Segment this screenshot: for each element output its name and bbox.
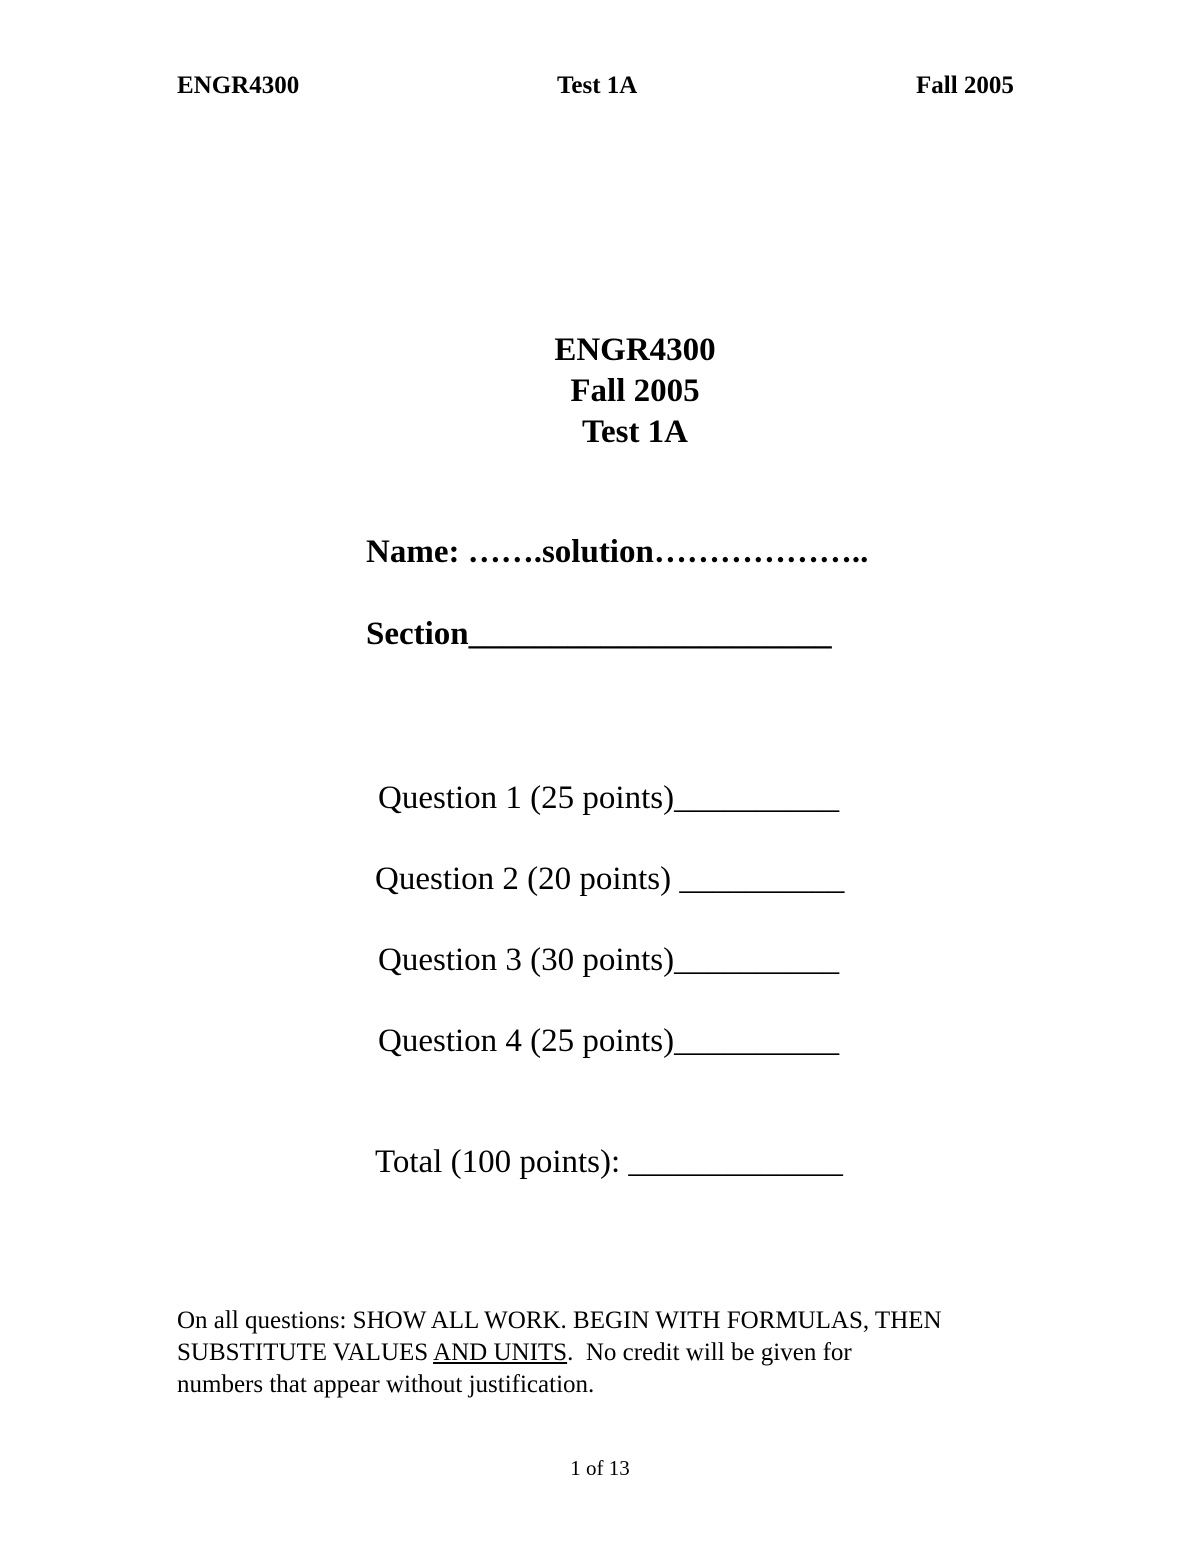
instructions-underlined-units: AND UNITS [433,1339,568,1366]
header-term: Fall 2005 [916,72,1014,99]
header-course: ENGR4300 [177,72,300,99]
total-score: Total (100 points): _____________ [375,1144,843,1180]
header-test: Test 1A [557,72,638,99]
question-2-score: Question 2 (20 points) __________ [375,861,845,897]
title-course: ENGR4300 [554,332,716,368]
title-test: Test 1A [581,414,689,450]
name-field: Name: …….solution……………….. [366,534,869,570]
question-4-score: Question 4 (25 points)__________ [378,1023,840,1059]
instructions-line-2-end: . No credit will be given for [567,1339,852,1366]
question-3-score: Question 3 (30 points)__________ [378,942,840,978]
instructions-line-2 [177,1337,1057,1369]
section-field: Section______________________ [366,616,832,652]
title-block [0,330,1200,453]
question-1-score: Question 1 (25 points)__________ [378,780,840,816]
instructions-line-1: On all questions: SHOW ALL WORK. BEGIN WITH FORMULAS, THEN [177,1307,942,1334]
title-term: Fall 2005 [570,373,700,409]
page-number: 1 of 13 [570,1456,630,1480]
instructions-line-2-start: SUBSTITUTE VALUES [177,1339,434,1366]
instructions-line-3: numbers that appear without justification. [177,1371,595,1398]
instructions [177,1305,1057,1401]
